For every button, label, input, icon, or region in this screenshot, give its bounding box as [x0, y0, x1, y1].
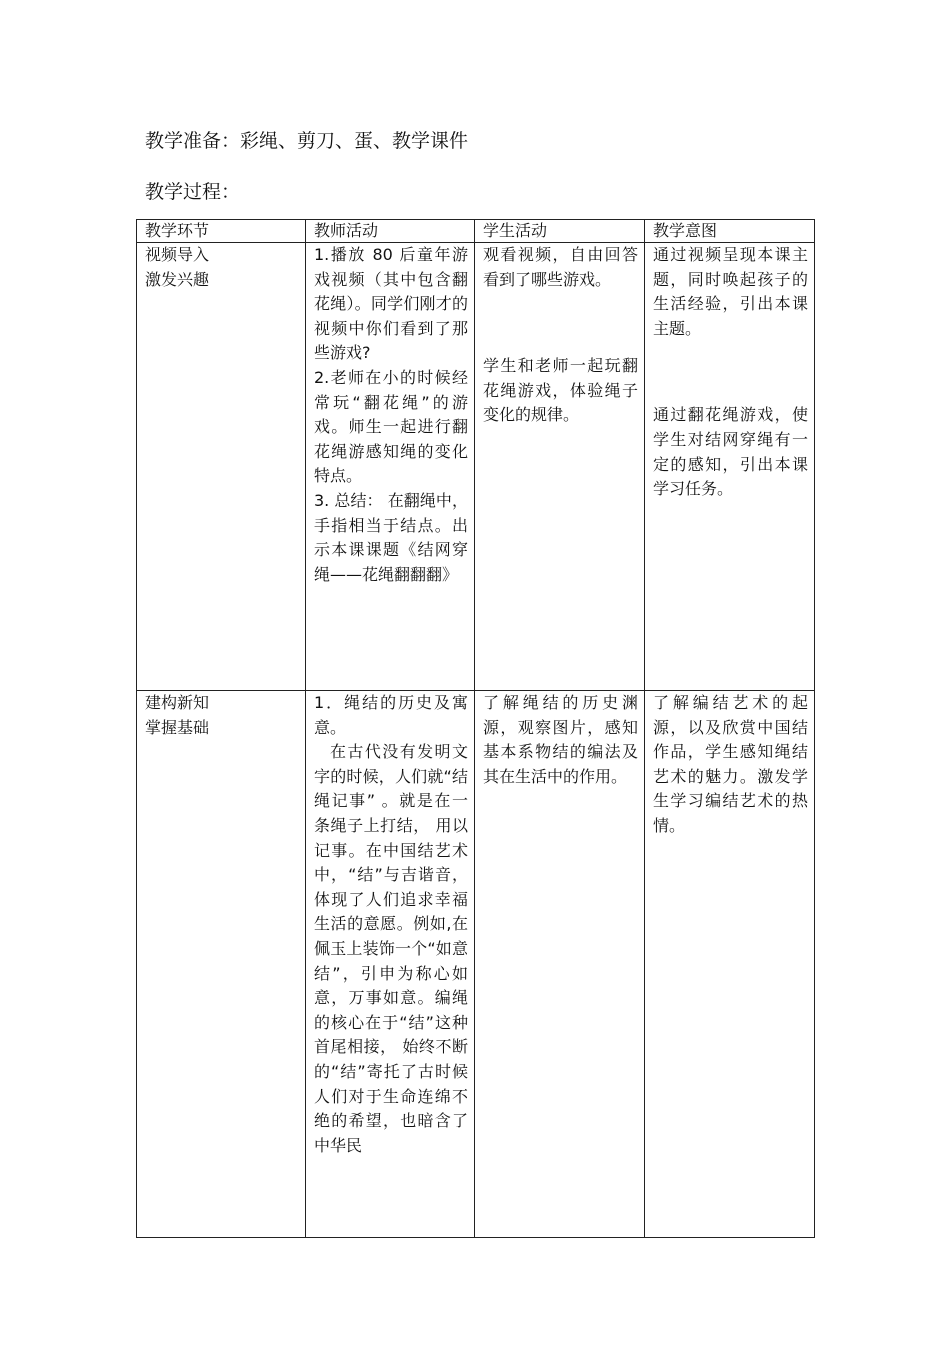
stage-line: 激发兴趣: [145, 269, 210, 289]
intent-paragraph: 通过翻花绳游戏，使学生对结网穿绳有一定的感知，引出本课学习任务。: [653, 405, 808, 499]
student-activity-cell: [475, 691, 645, 1238]
teacher-paragraph: 2.老师在小的时候经常玩“翻花绳”的游戏。师生一起进行翻花绳游感知绳的变化特点。: [314, 367, 468, 486]
student-paragraph: 学生和老师一起玩翻花绳游戏，体验绳子变化的规律。: [483, 356, 638, 425]
header-student-activity: 学生活动: [475, 220, 645, 243]
table-row-video-intro: [137, 243, 815, 691]
lesson-plan-table: [136, 219, 815, 1238]
header-teacher-activity: 教师活动: [306, 220, 475, 243]
teacher-paragraph: 3. 总结： 在翻绳中，手指相当于结点。出示本课课题《结网穿绳——花绳翻翻翻》: [314, 490, 468, 584]
stage-cell: [137, 691, 306, 1238]
student-paragraph: 观看视频，自由回答看到了哪些游戏。: [483, 245, 638, 289]
stage-line: 视频导入: [145, 245, 210, 264]
teacher-paragraph: 1．绳结的历史及寓意。: [314, 693, 468, 737]
header-stage: 教学环节: [137, 220, 306, 243]
header-teaching-intent: 教学意图: [645, 220, 815, 243]
intent-paragraph: 通过视频呈现本课主题，同时唤起孩子的生活经验，引出本课主题。: [653, 245, 808, 338]
teacher-paragraph: 1.播放 80 后童年游戏视频（其中包含翻花绳）。同学们刚才的视频中你们看到了那些游戏?: [314, 245, 468, 363]
teaching-process-label: 教学过程：: [145, 181, 241, 203]
student-paragraph: 了解绳结的历史渊源，观察图片，感知基本系物结的编法及其在生活中的作用。: [483, 693, 638, 786]
stage-line: 建构新知: [145, 693, 210, 712]
table-header-row: [137, 220, 815, 243]
teaching-preparation: 教学准备：彩绳、剪刀、蛋、教学课件: [145, 130, 469, 152]
teaching-intent-cell: [645, 691, 815, 1238]
student-activity-cell: [475, 243, 645, 691]
table-row-new-knowledge: [137, 691, 815, 1238]
stage-line: 掌握基础: [145, 717, 210, 737]
teaching-intent-cell: [645, 243, 815, 691]
stage-cell: [137, 243, 306, 691]
teacher-activity-cell: [306, 243, 475, 691]
teacher-paragraph: 在古代没有发明文字的时候，人们就“结绳记事” 。就是在一条绳子上打结， 用以记事。在中国结艺术中，“结”与吉谐音，体现了人们追求幸福生活的意愿。例如,在佩玉上装饰一个“如意结”，引申为称心如意，万事如意。编绳的核心在于“结”这种首尾相接， 始终不断的“结”寄托了古时候人们对于生命连绵不绝的希望，也暗含了中华民: [314, 742, 468, 1155]
teacher-activity-cell: [306, 691, 475, 1238]
intent-paragraph: 了解编结艺术的起源，以及欣赏中国结作品，学生感知绳结艺术的魅力。激发学生学习编结艺术的热情。: [653, 693, 808, 835]
